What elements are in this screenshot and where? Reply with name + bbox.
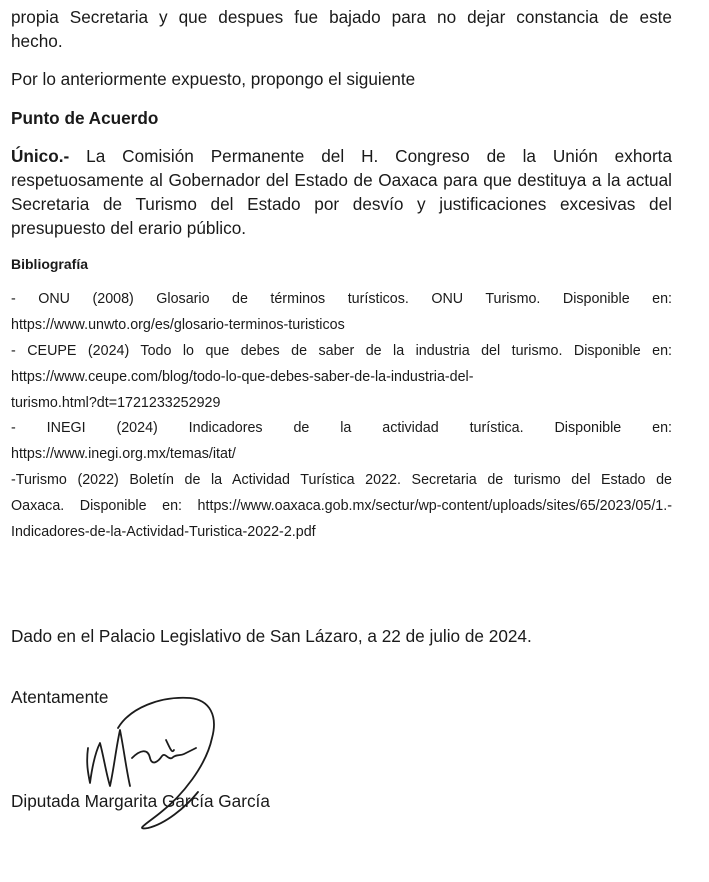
handwritten-signature bbox=[70, 688, 230, 838]
signature-stroke bbox=[166, 740, 174, 751]
continuation-line-1: propia Secretaria y que despues fue bajado para no dejar constancia de este bbox=[11, 7, 672, 27]
bibliography-heading: Bibliografía bbox=[11, 256, 89, 272]
regards-line: Atentamente bbox=[11, 687, 109, 707]
bibliography-line: turismo.html?dt=1721233252929 bbox=[11, 395, 221, 411]
signatory-line: Diputada Margarita García García bbox=[11, 791, 270, 811]
unico-text: La Comisión Permanente del H. Congreso de la Unión exhorta respetuosamente al Gobernador del Estado de Oaxaca para que destituya a la actual Secretaria de Turismo del Estado por desvío y justificaciones excesivas del presupuesto del erario público. bbox=[11, 146, 672, 238]
bibliography-line: https://www.unwto.org/es/glosario-terminos-turisticos bbox=[11, 317, 345, 333]
signature-stroke bbox=[132, 748, 196, 762]
signature-stroke bbox=[87, 730, 130, 786]
bibliography-line: https://www.inegi.org.mx/temas/itat/ bbox=[11, 446, 236, 462]
unico-paragraph bbox=[11, 144, 672, 240]
bibliography-line: - CEUPE (2024) Todo lo que debes de saber de la industria del turismo. Disponible en: bbox=[11, 343, 672, 359]
continuation-line-2: hecho. bbox=[11, 31, 63, 51]
bibliography-line: Oaxaca. Disponible en: https://www.oaxaca.gob.mx/sectur/wp-content/uploads/sites/65/2023/05/1.- bbox=[11, 498, 672, 514]
agreement-heading: Punto de Acuerdo bbox=[11, 108, 159, 128]
proposal-paragraph: Por lo anteriormente expuesto, propongo el siguiente bbox=[11, 69, 416, 89]
bibliography-line: - INEGI (2024) Indicadores de la actividad turística. Disponible en: bbox=[11, 420, 672, 436]
bibliography-line: Indicadores-de-la-Actividad-Turistica-2022-2.pdf bbox=[11, 524, 316, 540]
bibliography-line: https://www.ceupe.com/blog/todo-lo-que-debes-saber-de-la-industria-del- bbox=[11, 369, 474, 385]
bibliography-line: -Turismo (2022) Boletín de la Actividad Turística 2022. Secretaria de turismo del Estado de bbox=[11, 472, 672, 488]
unico-label: Único.- bbox=[11, 146, 70, 166]
bibliography-line: - ONU (2008) Glosario de términos turísticos. ONU Turismo. Disponible en: bbox=[11, 291, 672, 307]
place-date-line: Dado en el Palacio Legislativo de San Lázaro, a 22 de julio de 2024. bbox=[11, 626, 532, 646]
